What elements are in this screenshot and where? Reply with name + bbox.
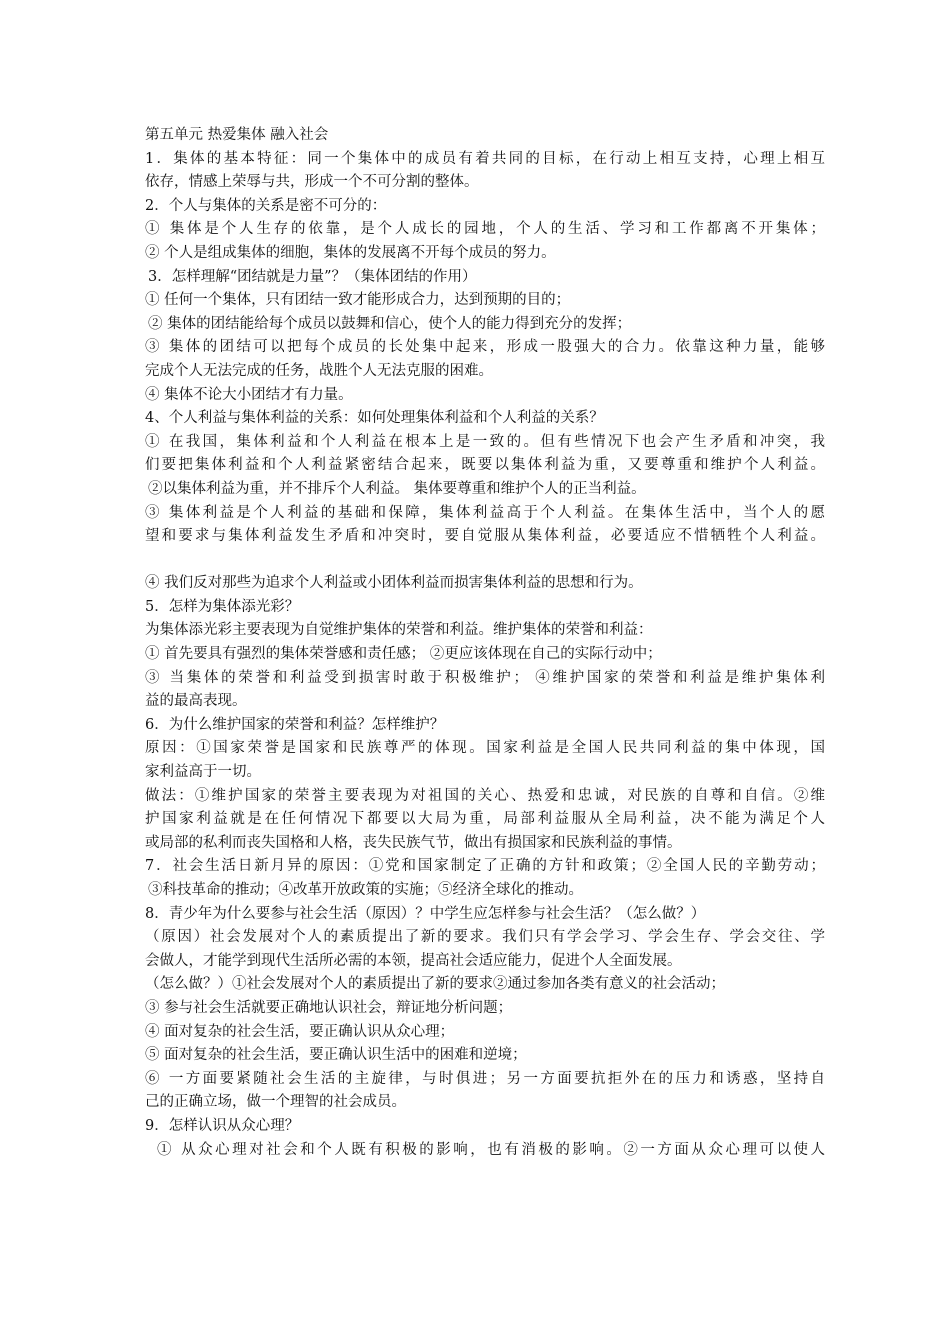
blank-line xyxy=(145,549,825,573)
section-heading: 7．社会生活日新月异的原因：①党和国家制定了正确的方针和政策；②全国人民的辛勤劳动； xyxy=(145,858,825,875)
text-line: ②以集体利益为重，并不排斥个人利益。 集体要尊重和维护个人的正当利益。 xyxy=(148,480,646,497)
text-line: ② 集体的团结能给每个成员以鼓舞和信心，使个人的能力得到充分的发挥； xyxy=(148,315,632,332)
section-heading: 8．青少年为什么要参与社会生活（原因）？中学生应怎样参与社会生活？（怎么做？） xyxy=(145,905,706,922)
text-line: ③ 参与社会生活就要正确地认识社会，辩证地分析问题； xyxy=(145,999,513,1016)
text-line: ③科技革命的推动；④改革开放政策的实施；⑤经济全球化的推动。 xyxy=(148,882,583,898)
text-line: 己的正确立场，做一个理智的社会成员。 xyxy=(145,1094,406,1111)
text-line: 依存，情感上荣辱与共，形成一个不可分割的整体。 xyxy=(145,174,479,191)
text-line: 做法：①维护国家的荣誉主要表现为对祖国的关心、热爱和忠诚，对民族的自尊和自信。②维 xyxy=(145,787,825,804)
text-line: ④ 集体不论大小团结才有力量。 xyxy=(145,386,353,403)
text-line: ① 首先要具有强烈的集体荣誉感和责任感； ②更应该体现在自己的实际行动中； xyxy=(145,646,662,663)
section-heading: 6．为什么维护国家的荣誉和利益？怎样维护？ xyxy=(145,716,445,733)
text-line: ④ 面对复杂的社会生活，要正确认识从众心理； xyxy=(145,1023,455,1040)
text-line: ③ 当集体的荣誉和利益受到损害时敢于积极维护； ④维护国家的荣誉和利益是维护集体利 xyxy=(145,669,825,686)
text-line: 益的最高表现。 xyxy=(145,693,247,710)
section-heading: 3．怎样理解“团结就是力量”？（集体团结的作用） xyxy=(148,268,477,285)
text-line: ② 个人是组成集体的细胞，集体的发展离不开每个成员的努力。 xyxy=(145,244,556,261)
text-line: 原因：①国家荣誉是国家和民族尊严的体现。国家利益是全国人民共同利益的集中体现，国 xyxy=(145,740,825,757)
text-line: 家利益高于一切。 xyxy=(145,764,261,781)
section-heading: 5．怎样为集体添光彩？ xyxy=(145,598,300,615)
text-line: ⑤ 面对复杂的社会生活，要正确认识生活中的困难和逆境； xyxy=(145,1047,527,1064)
text-line: ④ 我们反对那些为追求个人利益或小团体利益而损害集体利益的思想和行为。 xyxy=(145,575,643,592)
text-line: ① 在我国，集体利益和个人利益在根本上是一致的。但有些情况下也会产生矛盾和冲突，我 xyxy=(145,433,825,450)
unit-heading: 第五单元 热爱集体 融入社会 xyxy=(145,127,329,143)
text-line: （怎么做？）①社会发展对个人的素质提出了新的要求②通过参加各类有意义的社会活动； xyxy=(145,976,725,993)
text-line: ③ 集体的团结可以把每个成员的长处集中起来，形成一股强大的合力。依靠这种力量，能够 xyxy=(145,339,825,356)
text-line: （原因）社会发展对个人的素质提出了新的要求。我们只有学会学习、学会生存、学会交往、学 xyxy=(145,929,825,946)
section-heading: 4、个人利益与集体利益的关系：如何处理集体利益和个人利益的关系？ xyxy=(145,410,604,427)
text-line: 为集体添光彩主要表现为自觉维护集体的荣誉和利益。维护集体的荣誉和利益： xyxy=(145,622,653,639)
text-line: 望和要求与集体利益发生矛盾和冲突时，要自觉服从集体利益，必要适应不惜牺牲个人利益。 xyxy=(145,528,825,545)
text-line: ③ 集体利益是个人利益的基础和保障，集体利益高于个人利益。在集体生活中，当个人的愿 xyxy=(145,504,825,521)
text-line: 或局部的私利而丧失国格和人格，丧失民族气节，做出有损国家和民族利益的事情。 xyxy=(145,834,682,851)
text-line: 会做人，才能学到现代生活所必需的本领，提高社会适应能力，促进个人全面发展。 xyxy=(145,952,682,969)
section-heading: 9．怎样认识从众心理？ xyxy=(145,1117,300,1134)
text-line: ⑥ 一方面要紧随社会生活的主旋律，与时俱进；另一方面要抗拒外在的压力和诱惑，坚持自 xyxy=(145,1070,825,1087)
text-line: 完成个人无法完成的任务，战胜个人无法克服的困难。 xyxy=(145,362,493,379)
text-line: 们要把集体利益和个人利益紧密结合起来，既要以集体利益为重，又要尊重和维护个人利益。 xyxy=(145,457,825,474)
text-line: ① 从众心理对社会和个人既有积极的影响，也有消极的影响。②一方面从众心理可以使人 xyxy=(157,1141,825,1158)
text-line: ① 集体是个人生存的依靠，是个人成长的园地，个人的生活、学习和工作都离不开集体； xyxy=(145,221,825,238)
text-line: ① 任何一个集体，只有团结一致才能形成合力，达到预期的目的； xyxy=(145,292,571,309)
section-heading: 2．个人与集体的关系是密不可分的： xyxy=(145,197,387,214)
text-line: 1．集体的基本特征：同一个集体中的成员有着共同的目标，在行动上相互支持，心理上相互 xyxy=(145,150,825,167)
text-line: 护国家利益就是在任何情况下都要以大局为重，局部利益服从全局利益，决不能为满足个人 xyxy=(145,811,825,828)
document-body xyxy=(145,124,825,1162)
